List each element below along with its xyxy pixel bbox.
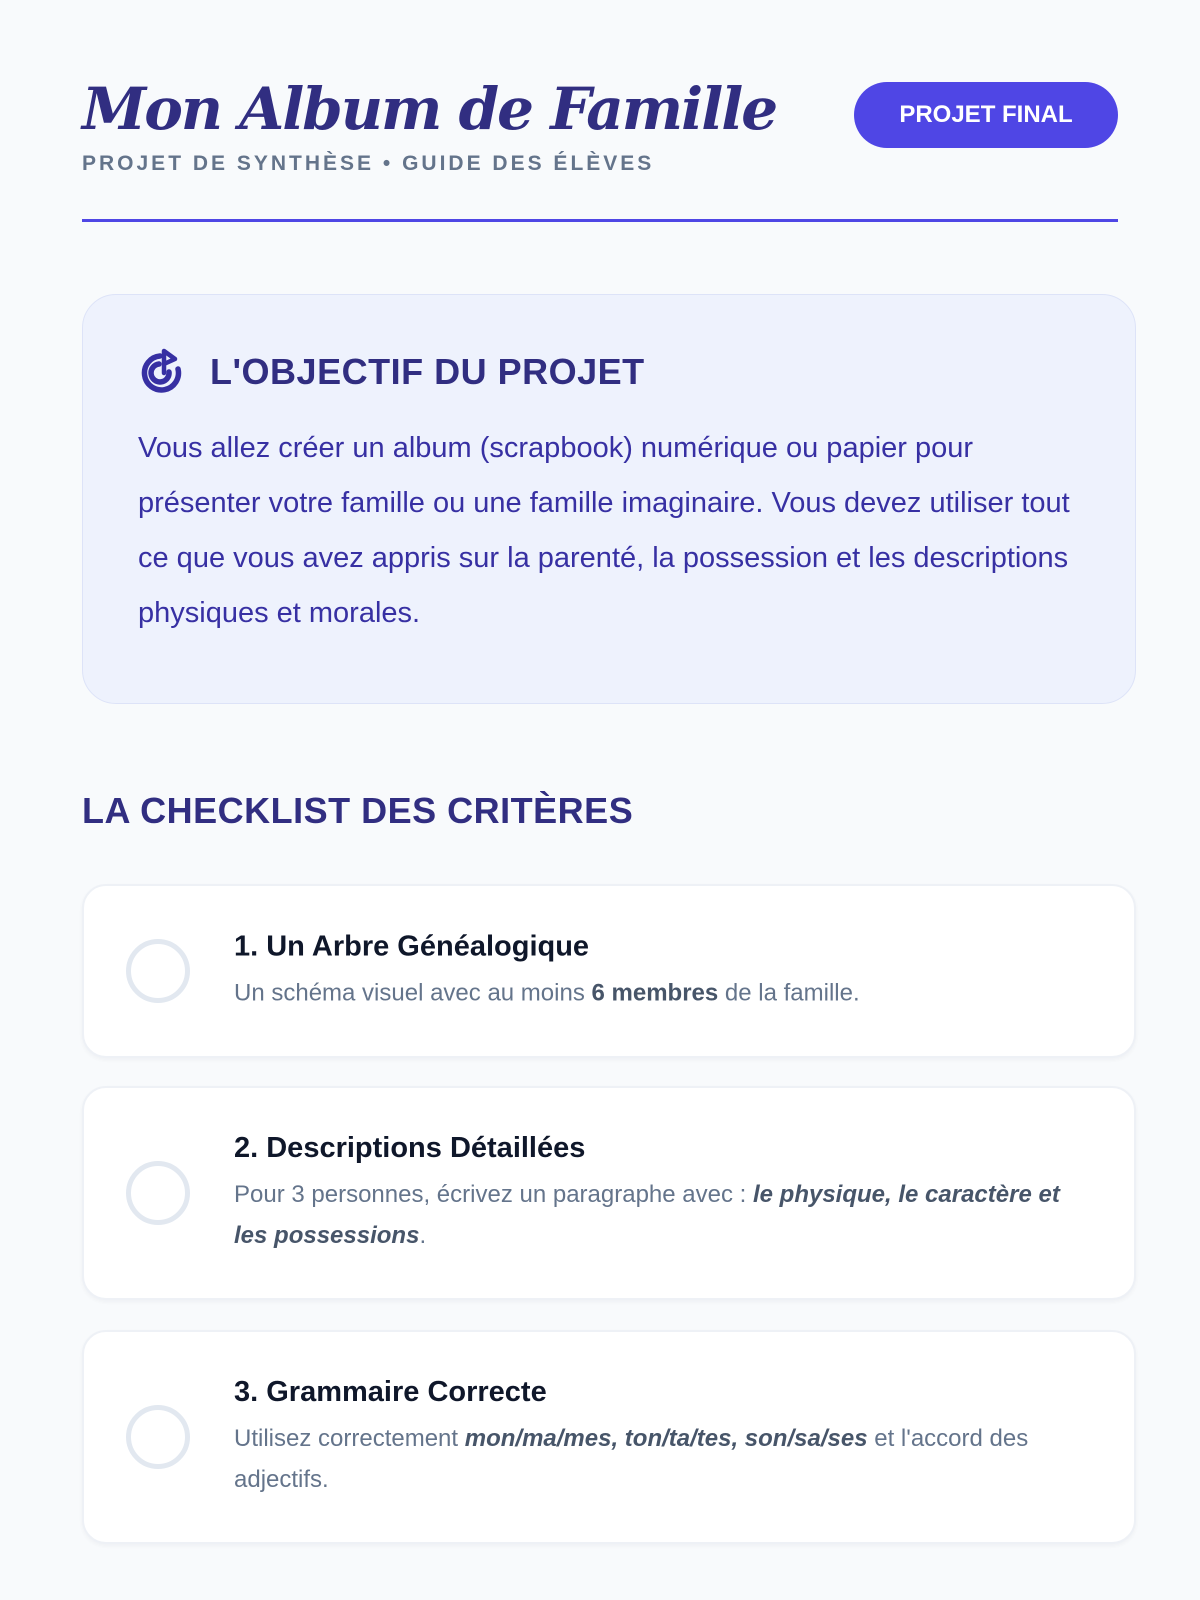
checklist-item-title: 2. Descriptions Détaillées — [234, 1132, 586, 1164]
objective-box — [82, 294, 1136, 704]
checklist-item-body — [234, 929, 1074, 1014]
description-emphasis: le physique, le caractère et les possessions — [234, 1181, 1060, 1249]
checklist-item-title: 3. Grammaire Correcte — [234, 1376, 547, 1408]
checklist-item-description — [234, 1174, 1074, 1256]
description-bold: 6 membres — [591, 979, 719, 1007]
checkbox[interactable] — [126, 1161, 190, 1225]
page-subtitle: PROJET DE SYNTHÈSE • GUIDE DES ÉLÈVES — [82, 152, 655, 175]
page-title: Mon Album de Famille — [82, 75, 777, 143]
checklist-item[interactable] — [82, 1330, 1136, 1544]
checklist-item-title: 1. Un Arbre Généalogique — [234, 930, 590, 963]
checkbox[interactable] — [126, 1405, 190, 1469]
description-text: . — [419, 1222, 427, 1249]
description-text: Utilisez correctement — [234, 1425, 465, 1452]
description-text: et l'accord des adjectifs. — [234, 1425, 1029, 1493]
description-text: Un schéma visuel avec au moins — [234, 979, 592, 1007]
objective-title: L'OBJECTIF DU PROJET — [210, 351, 645, 392]
checklist-title: LA CHECKLIST DES CRITÈRES — [82, 790, 634, 831]
checklist-item[interactable] — [82, 884, 1136, 1058]
objective-text: Vous allez créer un album (scrapbook) numérique ou papier pour présenter votre famille ou une famille imaginaire. Vous devez utiliser tout ce que vous avez appris sur la parenté, la possession et les descriptions physiques et morales. — [138, 432, 1070, 629]
header — [82, 0, 1118, 222]
project-final-badge[interactable]: PROJET FINAL — [854, 82, 1118, 148]
description-text: Pour 3 personnes, écrivez un paragraphe avec : — [234, 1181, 753, 1208]
checkbox[interactable] — [126, 939, 190, 1003]
checklist-item-body — [234, 1374, 1074, 1500]
description-emphasis: mon/ma/mes, ton/ta/tes, son/sa/ses — [464, 1425, 868, 1452]
objective-header — [138, 349, 1080, 395]
checklist-item-description — [234, 1418, 1074, 1500]
checklist-item-body — [234, 1130, 1074, 1256]
target-icon — [138, 347, 188, 397]
checklist-item[interactable] — [82, 1086, 1136, 1300]
checklist-item-description — [234, 973, 1074, 1014]
description-text: de la famille. — [718, 979, 860, 1007]
